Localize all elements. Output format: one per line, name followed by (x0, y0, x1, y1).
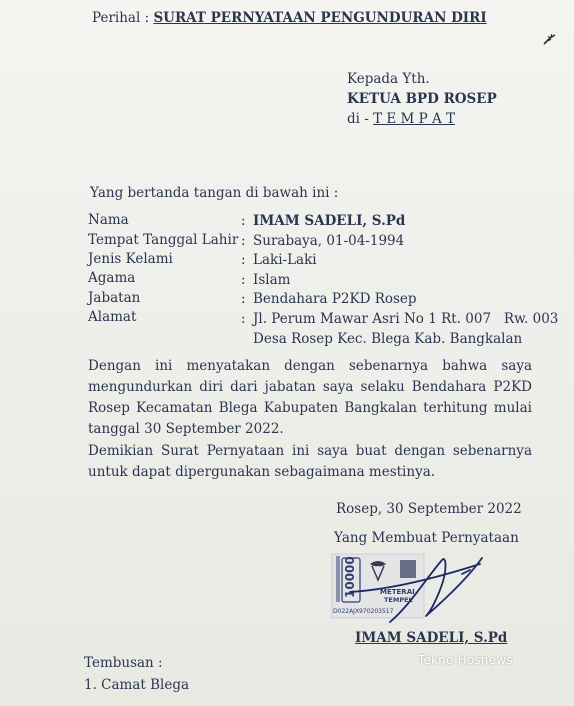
cc-label: Tembusan : (84, 655, 163, 671)
stamp-value: 10000 (343, 556, 357, 598)
recipient-place (347, 110, 455, 128)
field-label-position: Jabatan (88, 290, 141, 306)
field-colon: : (241, 272, 246, 288)
intro-text: Yang bertanda tangan di bawah ini : (90, 185, 339, 201)
watermark-text: Tekno Hosnews (418, 653, 513, 667)
signatory-name: IMAM SADELI, S.Pd (355, 630, 508, 646)
field-value-gender: Laki-Laki (253, 252, 317, 268)
stamp-code: D022AJX970203517 (333, 608, 394, 615)
recipient-greeting: Kepada Yth. (347, 71, 430, 87)
field-colon: : (241, 233, 246, 249)
field-label-address: Alamat (88, 309, 137, 325)
subject-line (92, 9, 487, 27)
field-value-position: Bendahara P2KD Rosep (253, 291, 417, 307)
field-colon: : (241, 291, 246, 307)
field-label-nama: Nama (88, 212, 129, 228)
closing-paragraph: Demikian Surat Pernyataan ini saya buat dengan sebenarnya untuk dapat dipergunakan sebagaimana mestinya. (88, 443, 532, 480)
field-label-religion: Agama (88, 270, 136, 286)
subject-title: SURAT PERNYATAAN PENGUNDURAN DIRI (153, 10, 487, 26)
field-colon: : (241, 252, 246, 268)
recipient-place-prefix: di - (347, 111, 369, 127)
stamp-label-2: TEMPEL (384, 596, 413, 604)
field-value-nama: IMAM SADELI, S.Pd (253, 213, 406, 229)
field-value-ttl: Surabaya, 01-04-1994 (253, 233, 405, 249)
field-value-religion: Islam (253, 272, 291, 288)
field-value-address: Jl. Perum Mawar Asri No 1 Rt. 007 Rw. 003 (253, 311, 559, 327)
recipient-name: KETUA BPD ROSEP (347, 91, 497, 107)
cc-item: 1. Camat Blega (84, 677, 190, 693)
field-colon: : (241, 311, 246, 327)
field-value-address-line2: Desa Rosep Kec. Blega Kab. Bangkalan (253, 331, 523, 347)
stamp-label-1: METERAI (380, 588, 415, 596)
meterai-stamp-and-signature (330, 550, 500, 630)
field-colon: : (241, 213, 246, 229)
signature-place-date: Rosep, 30 September 2022 (336, 501, 522, 517)
recipient-place-value: T E M P A T (373, 111, 456, 127)
insect-speck-icon (540, 32, 560, 48)
field-label-gender: Jenis Kelami (88, 251, 173, 267)
signature-role: Yang Membuat Pernyataan (334, 530, 519, 546)
field-label-ttl: Tempat Tanggal Lahir (88, 232, 239, 248)
statement-paragraph: Dengan ini menyatakan dengan sebenarnya bahwa saya mengundurkan diri dari jabatan saya selaku Bendahara P2KD Rosep Kecamatan Blega Kabupaten Bangkalan terhitung mulai tanggal 30 September 2022. (88, 358, 532, 437)
subject-label: Perihal : (92, 10, 154, 26)
